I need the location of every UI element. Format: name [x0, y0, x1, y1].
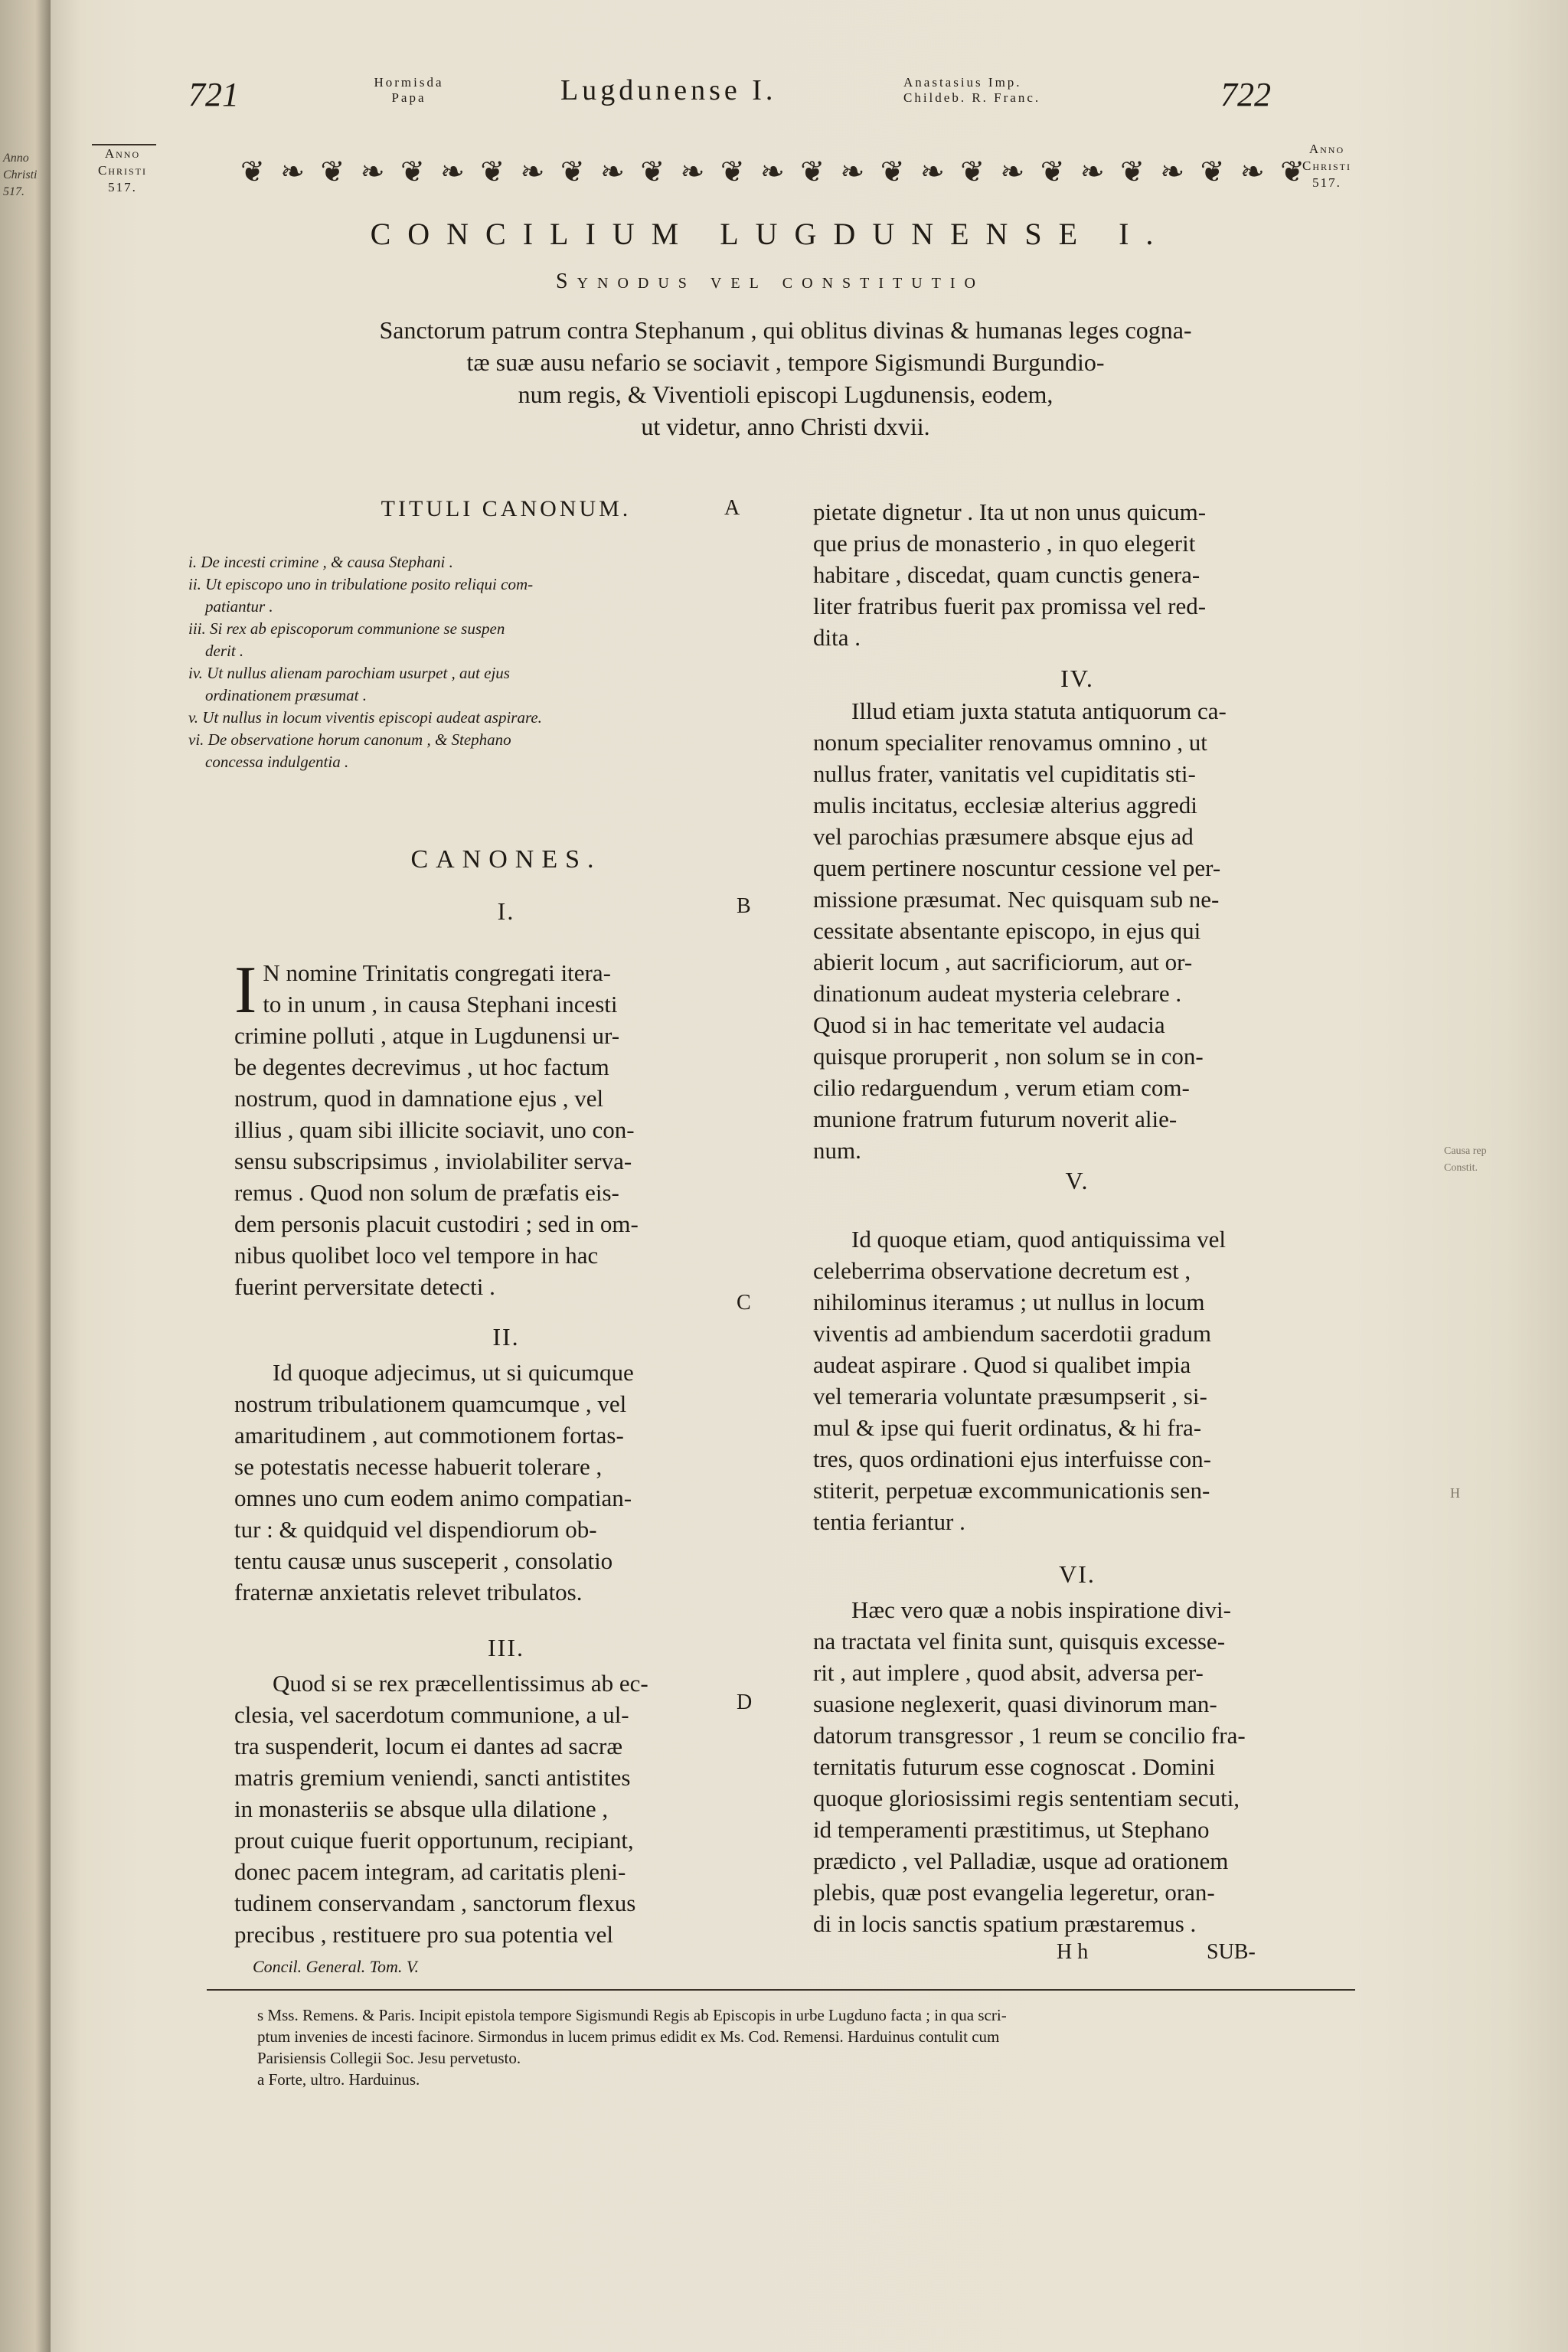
text-line: audeat aspirare . Quod si qualibet impia — [813, 1351, 1191, 1378]
intro-line: ut videtur, anno Christi dxvii. — [641, 413, 930, 440]
adjacent-page-edge — [0, 0, 51, 2352]
margin-letter-c: C — [737, 1291, 751, 1315]
fleuron-icon: ❦ — [640, 156, 665, 188]
drop-capital: I — [234, 953, 257, 1027]
fleuron-icon: ❧ — [1160, 156, 1185, 188]
text-line: clesia, vel sacerdotum communione, a ul- — [234, 1701, 629, 1728]
fleuron-icon: ❦ — [240, 156, 265, 188]
fleuron-icon: ❦ — [1280, 156, 1305, 188]
titulus-item: iv. Ut nullus alienam parochiam usurpet , aut ejus — [188, 664, 510, 682]
text-line: viventis ad ambiendum sacerdotii gradum — [813, 1320, 1211, 1347]
canon-2-heading: II. — [492, 1323, 520, 1351]
text-line: nostrum tribulationem quamcumque , vel — [234, 1390, 627, 1417]
fleuron-icon: ❧ — [760, 156, 785, 188]
fleuron-icon: ❧ — [600, 156, 625, 188]
text-line: in monasteriis se absque ulla dilatione , — [234, 1795, 609, 1822]
footnotes — [257, 2004, 1352, 2090]
text-line: mulis incitatus, ecclesiæ alterius aggredi — [813, 792, 1197, 818]
fleuron-icon: ❧ — [1000, 156, 1025, 188]
text-line: nonum specialiter renovamus omnino , ut — [813, 729, 1207, 756]
footnote-line: s Mss. Remens. & Paris. Incipit epistola tempore Sigismundi Regis ab Episcopis in urbe Lugduno facta ; in qua scri- — [257, 2006, 1007, 2024]
fleuron-icon: ❧ — [1240, 156, 1265, 188]
titulus-item: i. De incesti crimine , & causa Stephani . — [188, 553, 453, 571]
text-line: remus . Quod non solum de præfatis eis- — [234, 1179, 619, 1206]
show-through-mark: Causa rep — [1444, 1145, 1487, 1157]
fleuron-icon: ❧ — [680, 156, 705, 188]
text-line: di in locis sanctis spatium præstaremus . — [813, 1910, 1197, 1937]
text-line: datorum transgressor , 1 reum se concilio fra- — [813, 1722, 1246, 1749]
book-page — [51, 0, 1568, 2352]
text-line: nibus quolibet loco vel tempore in hac — [234, 1242, 599, 1269]
text-line: Quod si se rex præcellentissimus ab ec- — [273, 1670, 648, 1697]
fleuron-icon: ❧ — [440, 156, 466, 188]
canon-6-heading: VI. — [1059, 1560, 1096, 1588]
fleuron-icon: ❧ — [840, 156, 865, 188]
text-line: cessitate absentante episcopo, in ejus qui — [813, 917, 1201, 944]
text-line: nostrum, quod in damnatione ejus , vel — [234, 1085, 604, 1112]
text-line: quisque proruperit , non solum se in con- — [813, 1043, 1204, 1070]
text-line: cilio redarguendum , verum etiam com- — [813, 1074, 1190, 1101]
decorative-ornament-band — [240, 145, 1305, 199]
text-line: ternitatis futurum esse cognoscat . Domini — [813, 1753, 1216, 1780]
text-line: dinationum audeat mysteria celebrare . — [813, 980, 1182, 1007]
year-number: 517. — [1312, 175, 1341, 190]
christi-word: Christi — [97, 163, 147, 178]
text-line: missione præsumat. Nec quisquam sub ne- — [813, 886, 1220, 913]
text-line: munione fratrum futurum noverit alie- — [813, 1106, 1178, 1132]
fleuron-icon: ❧ — [280, 156, 305, 188]
titulus-item: ii. Ut episcopo uno in tribulatione posito reliqui com- — [188, 575, 534, 593]
text-line: celeberrima observatione decretum est , — [813, 1257, 1191, 1284]
intro-line: Sanctorum patrum contra Stephanum , qui oblitus divinas & humanas leges cogna- — [379, 316, 1192, 344]
text-line: stiterit, perpetuæ excommunicationis sen- — [813, 1477, 1210, 1504]
text-line: crimine polluti , atque in Lugdunensi ur- — [234, 1022, 620, 1049]
text-line: Quod si in hac temeritate vel audacia — [813, 1011, 1165, 1038]
canon-4-text — [813, 695, 1341, 1166]
text-line: tur : & quidquid vel dispendiorum ob- — [234, 1516, 597, 1543]
header-emperor: Anastasius Imp. — [903, 75, 1022, 90]
anno-christi-left — [84, 145, 161, 196]
text-line: Hæc vero quæ a nobis inspiratione divi- — [851, 1596, 1231, 1623]
titulus-item: derit . — [205, 642, 244, 660]
sliver-line: 517. — [3, 185, 24, 198]
canon-2-text — [234, 1357, 778, 1608]
canon-5-heading: V. — [1065, 1167, 1089, 1194]
titulus-item: vi. De observatione horum canonum , & Stephano — [188, 730, 511, 749]
header-pope-title: Papa — [391, 90, 426, 105]
right-page-number: 722 — [1220, 76, 1271, 113]
footnote-line: ptum invenies de incesti facinore. Sirmondus in lucem primus edidit ex Ms. Cod. Remensi. Harduinus contulit cum — [257, 2027, 1000, 2046]
text-line: dita . — [813, 624, 861, 651]
text-line: amaritudinem , aut commotionem fortas- — [234, 1422, 624, 1449]
titulus-item: patiantur . — [205, 597, 273, 616]
christi-word: Christi — [1302, 158, 1351, 173]
fleuron-icon: ❦ — [1040, 156, 1065, 188]
text-line: quoque gloriosissimi regis sententiam secuti, — [813, 1785, 1240, 1811]
text-line: sensu subscripsimus , inviolabiliter serva- — [234, 1148, 632, 1174]
text-line: nullus frater, vanitatis vel cupiditatis sti- — [813, 760, 1196, 787]
fleuron-icon: ❦ — [560, 156, 585, 188]
text-line: mul & ipse qui fuerit ordinatus, & hi fra- — [813, 1414, 1202, 1441]
text-line: to in unum , in causa Stephani incesti — [263, 991, 618, 1018]
canon-3-continuation — [813, 496, 1341, 653]
canon-6-text — [813, 1594, 1341, 1939]
text-line: se potestatis necesse habuerit tolerare , — [234, 1453, 603, 1480]
fleuron-icon: ❦ — [400, 156, 425, 188]
tituli-heading: TITULI CANONUM. — [381, 496, 632, 521]
text-line: fraternæ anxietatis relevet tribulatos. — [234, 1579, 583, 1606]
intro-line: tæ suæ ausu nefario se sociavit , tempore Sigismundi Burgundio- — [466, 348, 1105, 376]
fleuron-icon: ❦ — [320, 156, 345, 188]
fleuron-icon: ❦ — [1120, 156, 1145, 188]
canon-3-text — [234, 1668, 778, 1950]
text-line: tudinem conservandam , sanctorum flexus — [234, 1890, 636, 1916]
canon-4-heading: IV. — [1060, 665, 1094, 692]
anno-word: Anno — [104, 146, 141, 161]
header-pope-name: Hormisda — [374, 75, 444, 90]
titulus-item: iii. Si rex ab episcoporum communione se suspen — [188, 619, 505, 638]
text-line: tres, quos ordinationi ejus interfuisse con- — [813, 1446, 1212, 1472]
canon-1-heading: I. — [497, 897, 515, 925]
text-line: vel temeraria voluntate præsumpserit , si- — [813, 1383, 1207, 1410]
text-line: quem pertinere noscuntur cessione vel per- — [813, 854, 1221, 881]
signature-mark: H h — [1057, 1940, 1089, 1964]
footnote-line: a Forte, ultro. Harduinus. — [257, 2070, 420, 2089]
tituli-list — [188, 551, 793, 773]
text-line: pietate dignetur . Ita ut non unus quicum- — [813, 498, 1207, 525]
running-title: Lugdunense I. — [560, 74, 777, 106]
text-line: be degentes decrevimus , ut hoc factum — [234, 1054, 609, 1080]
fleuron-icon: ❧ — [1080, 156, 1105, 188]
canon-3-heading: III. — [488, 1634, 524, 1661]
anno-rule — [92, 144, 156, 145]
intro-line: num regis, & Viventioli episcopi Lugdunensis, eodem, — [518, 381, 1054, 408]
text-line: Id quoque adjecimus, ut si quicumque — [273, 1359, 634, 1386]
text-line: prædicto , vel Palladiæ, usque ad orationem — [813, 1847, 1229, 1874]
text-line: tentu causæ unus susceperit , consolatio — [234, 1547, 613, 1574]
text-line: dem personis placuit custodiri ; sed in om- — [234, 1210, 639, 1237]
margin-letter-b: B — [737, 894, 751, 918]
text-line: abierit locum , aut sacrificiorum, aut or- — [813, 949, 1193, 975]
fleuron-icon: ❧ — [920, 156, 945, 188]
text-line: que prius de monasterio , in quo elegerit — [813, 530, 1196, 557]
margin-letter-d: D — [737, 1690, 753, 1714]
text-line: suasione neglexerit, quasi divinorum man- — [813, 1690, 1217, 1717]
catchword: SUB- — [1207, 1940, 1256, 1964]
text-line: plebis, quæ post evangelia legeretur, oran- — [813, 1879, 1215, 1906]
canon-5-text — [813, 1223, 1341, 1537]
fleuron-icon: ❦ — [480, 156, 505, 188]
text-line: habitare , discedat, quam cunctis genera- — [813, 561, 1200, 588]
text-line: donec pacem integram, ad caritatis pleni- — [234, 1858, 626, 1885]
council-subtitle: Synodus vel constitutio — [556, 270, 985, 293]
text-line: N nomine Trinitatis congregati itera- — [263, 959, 611, 986]
text-line: illius , quam sibi illicite sociavit, uno con- — [234, 1116, 635, 1143]
text-line: num. — [813, 1137, 861, 1164]
text-line: tra suspenderit, locum ei dantes ad sacræ — [234, 1733, 623, 1759]
fleuron-icon: ❦ — [880, 156, 905, 188]
text-line: matris gremium veniendi, sancti antistites — [234, 1764, 631, 1791]
right-header-rulers — [903, 75, 1156, 106]
header-king: Childeb. R. Franc. — [903, 90, 1041, 105]
text-line: id temperamenti præstitimus, ut Stephano — [813, 1816, 1210, 1843]
footnote-rule — [207, 1989, 1355, 1991]
left-header-pope — [348, 75, 470, 106]
adjacent-page-anno — [3, 150, 47, 201]
footnote-line: Parisiensis Collegii Soc. Jesu pervetusto. — [257, 2049, 521, 2067]
fleuron-icon: ❧ — [360, 156, 385, 188]
council-title: CONCILIUM LUGDUNENSE I. — [370, 217, 1171, 251]
text-line: prout cuique fuerit opportunum, recipiant, — [234, 1827, 634, 1854]
canon-1-text — [234, 953, 778, 1302]
show-through-mark: H — [1450, 1485, 1460, 1501]
margin-letter-a: A — [724, 496, 740, 520]
canones-heading: CANONES. — [410, 845, 602, 874]
text-line: precibus , restituere pro sua potentia vel — [234, 1921, 613, 1948]
volume-signature-line: Concil. General. Tom. V. — [253, 1957, 419, 1976]
titulus-item: ordinationem præsumat . — [205, 686, 367, 704]
titulus-item: concessa indulgentia . — [205, 753, 349, 771]
sliver-line: Anno — [3, 152, 29, 165]
text-line: vel parochias præsumere absque ejus ad — [813, 823, 1194, 850]
text-line: nihilominus iteramus ; ut nullus in locum — [813, 1289, 1205, 1315]
text-line: Illud etiam juxta statuta antiquorum ca- — [851, 697, 1227, 724]
text-line: tentia feriantur . — [813, 1508, 965, 1535]
fleuron-icon: ❦ — [720, 156, 745, 188]
anno-word: Anno — [1308, 142, 1345, 156]
text-line: liter fratribus fuerit pax promissa vel red- — [813, 593, 1207, 619]
text-line: Id quoque etiam, quod antiquissima vel — [851, 1226, 1227, 1253]
council-description — [227, 314, 1344, 443]
text-line: rit , aut implere , quod absit, adversa per- — [813, 1659, 1204, 1686]
fleuron-icon: ❦ — [1200, 156, 1225, 188]
sliver-line: Christi — [3, 168, 38, 181]
fleuron-icon: ❧ — [520, 156, 545, 188]
fleuron-icon: ❦ — [800, 156, 825, 188]
left-page-number: 721 — [188, 76, 239, 113]
show-through-mark: Constit. — [1444, 1162, 1478, 1174]
text-line: fuerint perversitate detecti . — [234, 1273, 495, 1300]
text-line: omnes uno cum eodem animo compatian- — [234, 1485, 632, 1511]
fleuron-icon: ❦ — [960, 156, 985, 188]
text-line: na tractata vel finita sunt, quisquis excesse- — [813, 1628, 1226, 1655]
titulus-item: v. Ut nullus in locum viventis episcopi audeat aspirare. — [188, 708, 542, 727]
year-number: 517. — [108, 180, 137, 194]
